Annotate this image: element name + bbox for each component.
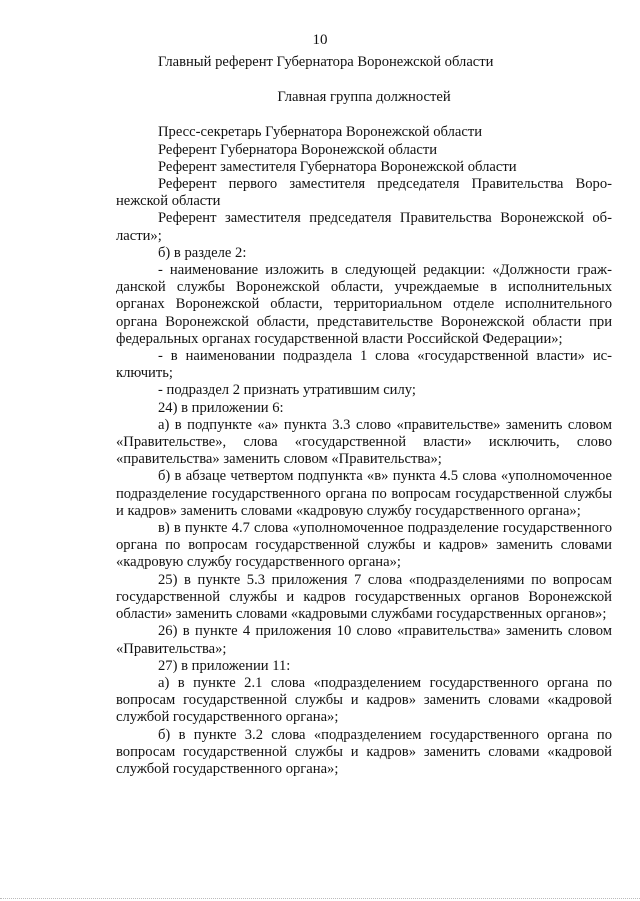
page-number: 10: [312, 32, 328, 48]
paragraph: а) в подпункте «а» пункта 3.3 слово «правительстве» заменить словом «Правительстве», слова «государственной власти» исключить, слово «правительства» заменить словом «Правительства»;: [116, 416, 612, 468]
paragraph: 26) в пункте 4 приложения 10 слово «правительства» заменить словом «Правительства»;: [116, 623, 612, 657]
document-body: [116, 54, 612, 778]
position-item: Референт первого заместителя председателя Правительства Воронежской области: [116, 176, 612, 210]
paragraph: б) в пункте 3.2 слова «подразделением государственного органа по вопросам государственной службы и кадров» заменить словами «кадровой службой государственного органа»;: [116, 726, 612, 777]
paragraph: 25) в пункте 5.3 приложения 7 слова «подразделениями по вопросам государственной службы и кадров государственных органов Воронежской области» заменить словами «кадровыми службами государственных органов»;: [116, 571, 612, 623]
paragraph: 27) в приложении 11:: [158, 657, 291, 674]
paragraph: - наименование изложить в следующей редакции: «Должности гражданской службы Воронежской области, учреждаемые в исполнительных органах Воронежской области, территориальном отделе исполнительного органа Воронежской области, представительстве Воронежской области при федеральных органах государственной власти Российской Федерации»;: [116, 262, 612, 347]
section-title: Главный референт Губернатора Воронежской области: [158, 54, 494, 70]
paragraph: б) в разделе 2:: [158, 244, 247, 261]
paragraph: а) в пункте 2.1 слова «подразделением государственного органа по вопросам государственной службы и кадров» заменить словами «кадровой службой государственного органа»;: [116, 674, 612, 726]
position-item: Референт заместителя Губернатора Воронежской области: [158, 158, 517, 175]
paragraph: - подраздел 2 признать утратившим силу;: [158, 382, 416, 399]
paragraph: - в наименовании подраздела 1 слова «государственной власти» исключить;: [116, 348, 612, 382]
paragraph: в) в пункте 4.7 слова «уполномоченное подразделение государственного органа по вопросам государственной службы и кадров» заменить словами «кадровую службу государственного органа»;: [116, 520, 612, 571]
group-title: Главная группа должностей: [277, 89, 451, 106]
position-item: Пресс-секретарь Губернатора Воронежской области: [158, 124, 483, 141]
paragraph: б) в абзаце четвертом подпункта «в» пункта 4.5 слова «уполномоченное подразделение государственного органа по вопросам государственной службы и кадров» заменить словами «кадровую службу государственного органа»;: [116, 468, 612, 519]
position-item: Референт заместителя председателя Правительства Воронежской области»;: [116, 210, 612, 244]
position-item: Референт Губернатора Воронежской области: [158, 141, 438, 158]
paragraph: 24) в приложении 6:: [158, 399, 284, 416]
